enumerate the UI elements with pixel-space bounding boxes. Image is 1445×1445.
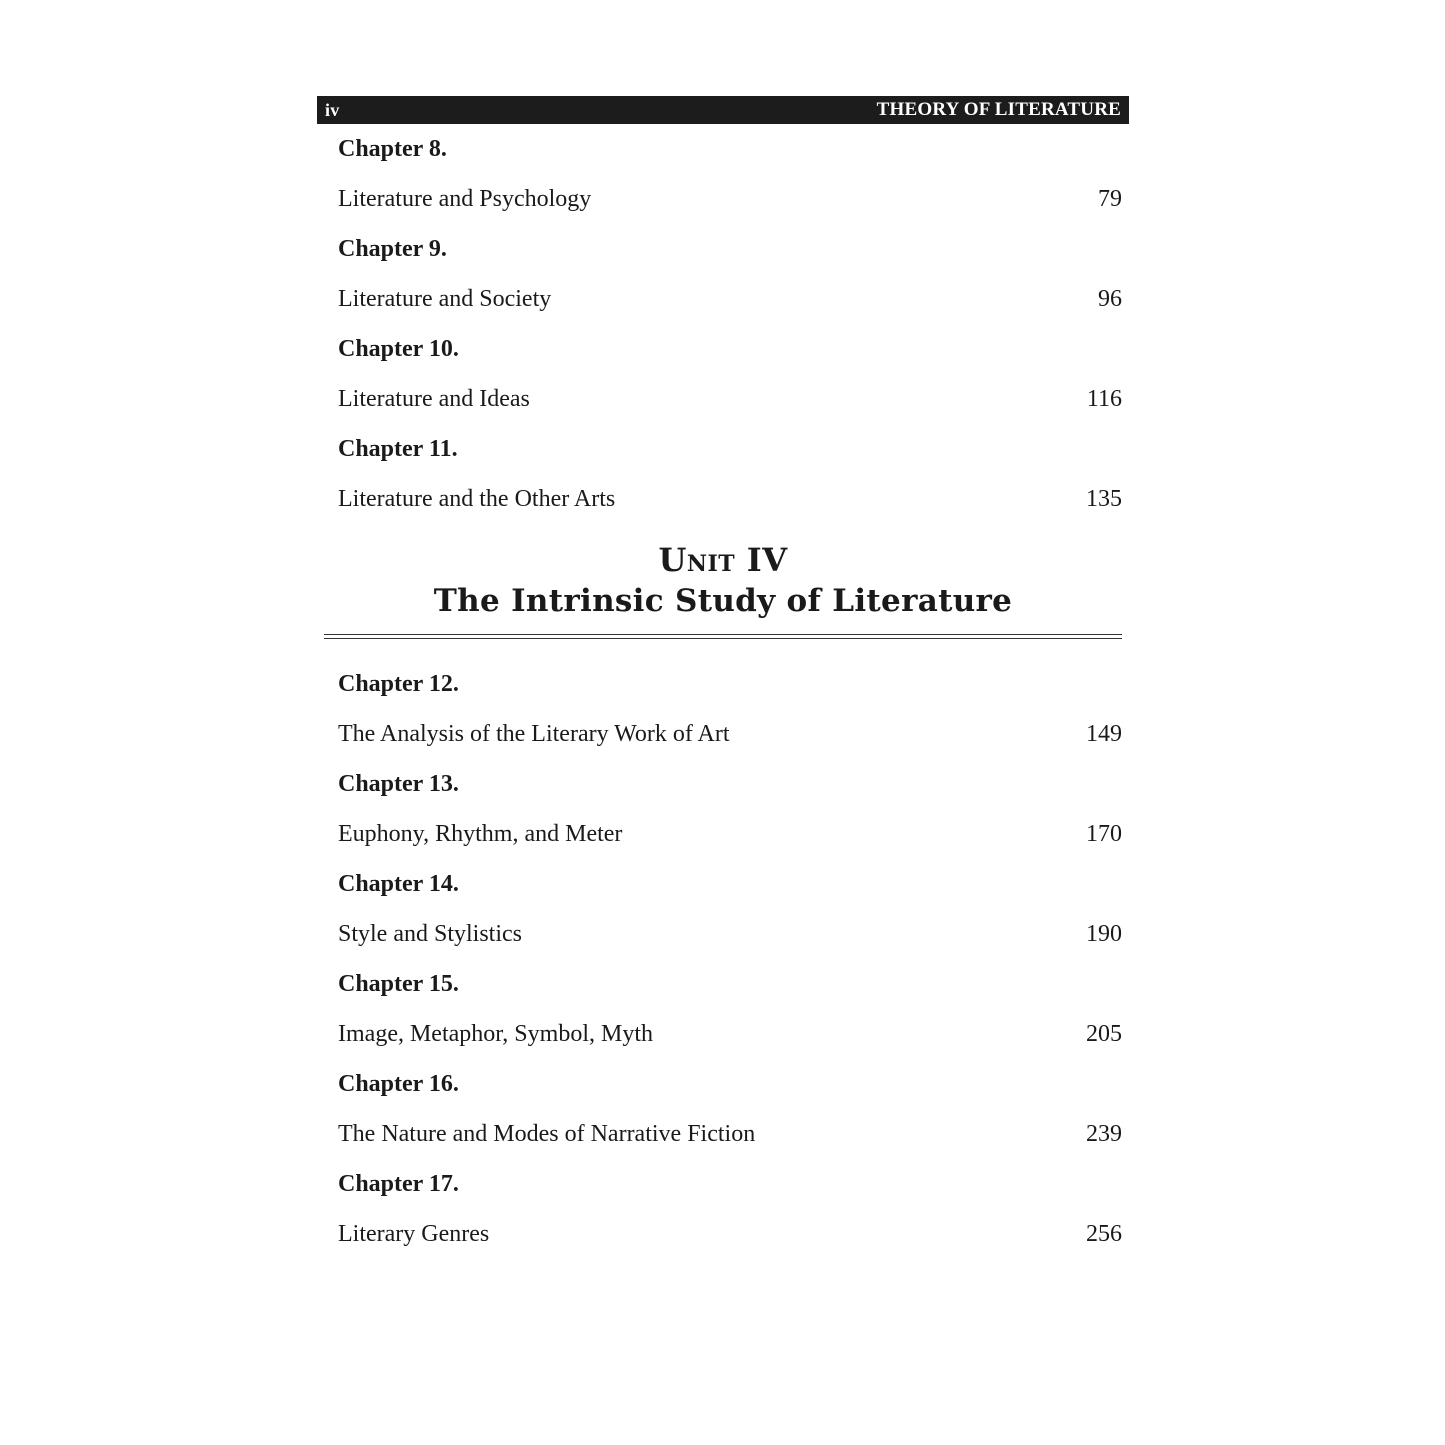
toc-chapter-label: Chapter 15. (338, 971, 459, 997)
toc-entry (338, 1109, 1122, 1159)
toc-chapter-label: Chapter 17. (338, 1171, 459, 1197)
toc-entry-page: 149 (1086, 721, 1122, 747)
toc-entry (338, 709, 1122, 759)
toc-chapter-label: Chapter 9. (338, 236, 447, 262)
toc-chapter-label: Chapter 11. (338, 436, 458, 462)
unit-label: Unit IV (658, 541, 788, 579)
toc-entry-page: 190 (1086, 921, 1122, 947)
toc-entry-title: Style and Stylistics (338, 921, 523, 947)
toc-entry (338, 374, 1122, 424)
toc-entry-title: Literature and Society (338, 286, 552, 312)
toc-entry (338, 174, 1122, 224)
toc-entry (338, 809, 1122, 859)
toc-chapter-label: Chapter 16. (338, 1071, 459, 1097)
toc-chapter-label: Chapter 14. (338, 871, 459, 897)
toc-entry (338, 1209, 1122, 1259)
toc-entry-title: The Nature and Modes of Narrative Fiction (338, 1121, 756, 1147)
toc-entry-title: Literature and the Other Arts (338, 486, 616, 512)
toc-chapter-label: Chapter 10. (338, 336, 459, 362)
toc-entry-page: 256 (1086, 1221, 1122, 1247)
running-head (317, 96, 1129, 124)
unit-heading (317, 540, 1129, 622)
toc-entry-page: 96 (1098, 286, 1122, 312)
toc-entry-page: 79 (1098, 186, 1122, 212)
toc-entry-title: Literature and Ideas (338, 386, 530, 412)
toc-entry-page: 239 (1086, 1121, 1122, 1147)
toc-chapter-label: Chapter 13. (338, 771, 459, 797)
toc-entry (338, 274, 1122, 324)
toc-entry-page: 170 (1086, 821, 1122, 847)
toc-chapter-label: Chapter 8. (338, 136, 447, 162)
running-title: THEORY OF LITERATURE (876, 99, 1121, 120)
toc-entry-page: 116 (1086, 386, 1122, 412)
toc-part-1 (317, 124, 1129, 524)
toc-entry (338, 1009, 1122, 1059)
unit-title: The Intrinsic Study of Literature (433, 583, 1013, 619)
double-rule-divider (324, 634, 1122, 639)
toc-entry-title: Literature and Psychology (338, 186, 592, 212)
toc-entry (338, 474, 1122, 524)
toc-entry-page: 135 (1086, 486, 1122, 512)
toc-part-2 (317, 659, 1129, 1259)
toc-entry-title: The Analysis of the Literary Work of Art (338, 721, 730, 747)
toc-entry-page: 205 (1086, 1021, 1122, 1047)
toc-entry-title: Euphony, Rhythm, and Meter (338, 821, 623, 847)
page-folio: iv (325, 99, 340, 120)
toc-chapter-label: Chapter 12. (338, 671, 459, 697)
toc-entry-title: Image, Metaphor, Symbol, Myth (338, 1021, 653, 1047)
toc-entry-title: Literary Genres (338, 1221, 490, 1247)
book-page (317, 96, 1129, 1259)
toc-entry (338, 909, 1122, 959)
